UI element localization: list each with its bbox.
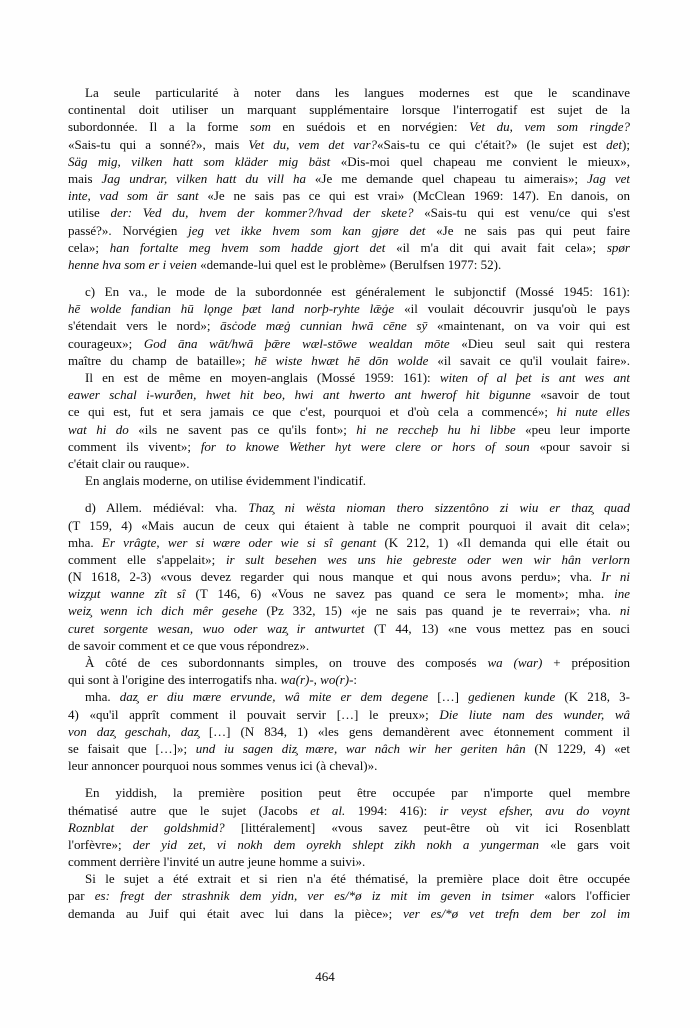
text-run: (N 1229, 4) «et: [525, 740, 630, 756]
italic-text-run: ver es/*ø vet trefn dem ber zol im: [403, 905, 630, 921]
text-line: [68, 352, 630, 369]
text-line: [68, 136, 630, 153]
text-run: «il voulait découvrir jusqu'où le pays: [394, 301, 630, 317]
text-run: utilise: [68, 205, 111, 221]
text-run: passé?». Norvégien: [68, 222, 189, 238]
italic-text-run: henne hva som er i veien: [68, 256, 197, 272]
text-run: comment ils vivent»;: [68, 438, 201, 454]
text-run: «ils ne savent pas ce qu'ils font»;: [128, 421, 357, 437]
italic-text-run: und iu sagen diz̧ mære, war nâch wir her geriten hân: [195, 740, 526, 756]
text-line: [68, 757, 630, 774]
text-run: d) Allem. médiéval: vha.: [85, 500, 249, 516]
text-line: [68, 153, 630, 170]
text-run: La seule particularité à noter dans les langues modernes est que le scandinave: [85, 85, 630, 100]
text-run: «Je me demande quel chapeau tu aimerais»;: [305, 170, 588, 186]
italic-text-run: Jag vet: [587, 170, 630, 186]
text-line: [68, 472, 630, 489]
text-run: 1994: 416):: [345, 802, 440, 818]
italic-text-run: wat hi do: [68, 421, 129, 437]
italic-text-run: daz̧ er diu mære ervunde, wâ mite er dem degene: [119, 689, 429, 705]
text-run: En anglais moderne, on utilise évidemment l'indicatif.: [85, 473, 367, 489]
text-run: subordonnée. Il a la forme: [68, 119, 250, 135]
italic-text-run: curet sorgente wesan, wuo oder waz̧ ir antwurtet: [68, 620, 365, 636]
text-line: [68, 84, 630, 101]
text-line: [68, 836, 630, 853]
text-run: «il m'a dit qui avait fait cela»;: [385, 239, 607, 255]
text-run: :: [353, 672, 358, 688]
text-run: l'orfèvre»;: [68, 836, 133, 852]
italic-text-run: hē wolde fandian hū lǫnge þæt land norþ-ryhte lǣġe: [68, 301, 395, 317]
text-run: ce qui est, fut et sera jamais ce que c'est, pourquoi et d'où cela a commencé»;: [68, 404, 557, 420]
text-run: demanda au Juif qui était avec lui dans la pièce»;: [68, 905, 404, 921]
text-block: [68, 84, 630, 922]
text-run: );: [622, 136, 630, 152]
italic-text-run: spør: [606, 239, 630, 255]
text-line: [68, 688, 630, 705]
paragraph: [68, 283, 630, 369]
text-line: [68, 204, 630, 221]
italic-text-run: āsċode mæġ cunnian hwā cēne sȳ: [220, 318, 428, 334]
text-run: (T 146, 6) «Vous ne savez pas quand ce sera le moment»; mha.: [185, 586, 615, 602]
text-run: [littéralement] «vous savez peut-être où vit ici Rosenblatt: [224, 819, 630, 835]
text-line: [68, 585, 630, 602]
italic-text-run: es: fregt der strashnik dem yidn, ver es/*ø iz mit im geven in tsimer: [94, 888, 534, 904]
text-line: [68, 222, 630, 239]
text-line: [68, 620, 630, 637]
text-line: [68, 819, 630, 836]
text-line: [68, 300, 630, 317]
text-run: (T 159, 4) «Mais aucun de ceux qui étaient à table ne comprit pourquoi il avait dit cela»;: [68, 517, 630, 533]
text-run: s'étendait vers le nord»;: [68, 318, 221, 334]
text-run: leur annoncer pourquoi nous sommes venus ici (à cheval)».: [68, 758, 378, 774]
text-run: «maintenant, on va voir qui est: [427, 318, 630, 334]
italic-text-run: Jag undrar, vilken hatt du vill ha: [101, 170, 306, 186]
italic-text-run: hē wiste hwæt hē dōn wolde: [254, 352, 429, 368]
text-run: (N 1618, 2-3) «vous devez regarder qui nous manque et qui nous avons perdu»; vha.: [68, 569, 602, 585]
text-line: [68, 723, 630, 740]
text-run: c'était clair ou rauque».: [68, 455, 190, 471]
italic-text-run: ir veyst efsher, avu do voynt: [439, 802, 630, 818]
italic-text-run: ine: [614, 586, 630, 602]
text-line: [68, 170, 630, 187]
text-run: «Dieu seul sait qui restera: [449, 335, 630, 351]
paragraph: [68, 472, 630, 489]
text-run: «Sais-tu qui est venu/ce qui s'est: [413, 205, 630, 221]
text-run: comment derrière l'invité un autre jeune homme a suivi».: [68, 854, 366, 870]
text-line: [68, 403, 630, 420]
text-run: «Dis-moi quel chapeau me convient le mieux»,: [330, 153, 630, 169]
text-run: cela»;: [68, 239, 110, 255]
italic-text-run: Ir ni: [601, 569, 630, 585]
italic-text-run: hi ne reccheþ hu hi libbe: [356, 421, 516, 437]
text-line: [68, 551, 630, 568]
text-line: [68, 317, 630, 334]
text-line: [68, 421, 630, 438]
text-run: qui sont à l'origine des interrogatifs nha.: [68, 672, 281, 688]
text-line: [68, 784, 630, 801]
italic-text-run: et al.: [310, 802, 346, 818]
paragraph: [68, 84, 630, 273]
text-run: comment elle s'appelait»;: [68, 551, 226, 567]
text-line: [68, 853, 630, 870]
italic-text-run: der yid zet, vi nokh dem oyrekh shlept zikh nokh a yungerman: [132, 836, 539, 852]
italic-text-run: det: [606, 136, 623, 152]
italic-text-run: witen of al þet is ant wes ant: [439, 370, 630, 385]
text-run: «Je ne sais pas ce qui est vrai» (McClean 1969: 147). En danois, on: [198, 188, 630, 204]
text-run: c) En va., le mode de la subordonnée est généralement le subjonctif (Mossé 1945: 161):: [85, 284, 630, 300]
italic-text-run: inte, vad som är sant: [68, 188, 199, 204]
italic-text-run: han fortalte meg hvem som hadde gjort det: [109, 239, 386, 255]
italic-text-run: Die liute nam des wunder, wâ: [439, 706, 630, 722]
text-line: [68, 568, 630, 585]
italic-text-run: God āna wāt/hwā þǣre wæl-stōwe wealdan mōte: [143, 335, 450, 351]
italic-text-run: Vet du, vem det var?: [248, 136, 378, 152]
text-run: (Pz 332, 15) «je ne sais pas quand je te reverrai»; vha.: [257, 603, 620, 619]
text-line: [68, 239, 630, 256]
text-run: «Sais-tu qui a sonné?», mais: [68, 136, 249, 152]
paragraph: [68, 499, 630, 654]
text-line: [68, 101, 630, 118]
text-line: [68, 671, 630, 688]
text-line: [68, 438, 630, 455]
italic-text-run: ir sult besehen wes uns hie gebreste oder wen wir hân verlorn: [225, 551, 630, 567]
text-line: [68, 386, 630, 403]
text-run: se faisait que […]»;: [68, 740, 196, 756]
text-run: mha.: [68, 534, 102, 550]
text-line: [68, 706, 630, 723]
text-run: «le gars voit: [538, 836, 630, 852]
italic-text-run: wiz̧z̧ut wanne zît sî: [68, 586, 186, 602]
text-run: maître du champ de bataille»;: [68, 352, 255, 368]
italic-text-run: Er vrâgte, wer si wære oder wie si sî genant: [101, 534, 377, 550]
italic-text-run: Vet du, vem som ringde?: [469, 119, 630, 135]
paragraph: [68, 784, 630, 870]
text-line: [68, 534, 630, 551]
text-run: «Sais-tu ce qui c'était?» (le sujet est: [377, 136, 607, 152]
text-line: [68, 256, 630, 273]
text-line: [68, 602, 630, 619]
italic-text-run: gedienen kunde: [468, 689, 556, 705]
text-line: [68, 283, 630, 300]
paragraph: [68, 369, 630, 472]
text-line: [68, 740, 630, 757]
italic-text-run: hi nute elles: [556, 404, 630, 420]
text-line: [68, 499, 630, 516]
text-line: [68, 887, 630, 904]
text-line: [68, 118, 630, 135]
text-line: [68, 802, 630, 819]
text-run: mais: [68, 170, 102, 186]
text-run: […] (N 834, 1) «les gens demandèrent avec étonnement comment il: [198, 723, 630, 739]
text-run: (K 212, 1) «Il demanda qui elle était ou: [376, 534, 630, 550]
italic-text-run: weiz̧ wenn ich dich mêr gesehe: [68, 603, 258, 619]
text-run: courageux»;: [68, 335, 144, 351]
text-line: [68, 637, 630, 654]
text-run: Si le sujet a été extrait et si rien n'a été thématisé, la première place doit être occupée: [85, 871, 630, 887]
text-run: par: [68, 888, 95, 904]
text-run: thématisé autre que le sujet (Jacobs: [68, 802, 311, 818]
text-line: [68, 455, 630, 472]
italic-text-run: von daz̧ geschah, daz̧: [68, 723, 199, 739]
text-run: «Je ne sais pas qui peut faire: [425, 222, 630, 238]
italic-text-run: ni: [619, 603, 630, 619]
text-run: mha.: [85, 689, 120, 705]
text-run: (T 44, 13) «ne vous mettez pas en souci: [364, 620, 630, 636]
text-run: de savoir comment et ce que vous répondrez».: [68, 637, 310, 653]
text-run: en suédois et en norvégien:: [270, 119, 470, 135]
text-run: «demande-lui quel est le problème» (Berulfsen 1977: 52).: [196, 256, 502, 272]
italic-text-run: jeg vet ikke hvem som kan gjøre det: [188, 222, 426, 238]
paragraph: [68, 688, 630, 774]
italic-text-run: for to knowe Wether hyt were clere or hors of soun: [200, 438, 530, 454]
text-line: [68, 905, 630, 922]
italic-text-run: Roznblat der goldshmid?: [68, 819, 225, 835]
text-run: «savoir de tout: [530, 387, 630, 403]
text-run: continental doit utiliser un marquant supplémentaire lorsque l'interrogatif est sujet de la: [68, 102, 630, 118]
italic-text-run: der: Ved du, hvem der kommer?/hvad der skete?: [110, 205, 414, 221]
text-run: 4) «qu'il apprît comment il pouvait servir […] le preux»;: [68, 706, 440, 722]
text-line: [68, 369, 630, 386]
italic-text-run: Säg mig, vilken hatt som kläder mig bäst: [68, 153, 331, 169]
text-run: «peu leur importe: [515, 421, 630, 437]
page-number: 464: [315, 969, 335, 984]
text-run: (K 218, 3-: [555, 689, 630, 705]
text-line: [68, 654, 630, 671]
italic-text-run: som: [249, 119, 271, 135]
text-line: [68, 870, 630, 887]
text-run: «alors l'officier: [533, 888, 630, 904]
text-run: À côté de ces subordonnants simples, on trouve des composés: [85, 655, 488, 670]
italic-text-run: eawer schal i-wurðen, hwet hit beo, hwi ant hwerto ant hwerof hit bigunne: [68, 387, 531, 403]
text-line: [68, 187, 630, 204]
text-run: + préposition: [542, 655, 630, 670]
text-run: Il en est de même en moyen-anglais (Mossé 1959: 161):: [85, 370, 440, 385]
text-run: […]: [428, 689, 469, 705]
italic-text-run: Thaz̧ ni wësta nioman thero sizzentôno zi wiu er thaz̧ quad: [248, 500, 630, 516]
text-run: En yiddish, la première position peut être occupée par n'importe quel membre: [85, 785, 630, 801]
text-run: «il savait ce qu'il voulait faire».: [428, 352, 630, 368]
paragraph: [68, 654, 630, 688]
paragraph: [68, 870, 630, 922]
italic-text-run: wa(r)-, wo(r)-: [280, 672, 354, 688]
text-line: [68, 517, 630, 534]
text-run: «pour savoir si: [529, 438, 630, 454]
text-line: [68, 335, 630, 352]
italic-text-run: wa (war): [487, 655, 543, 670]
